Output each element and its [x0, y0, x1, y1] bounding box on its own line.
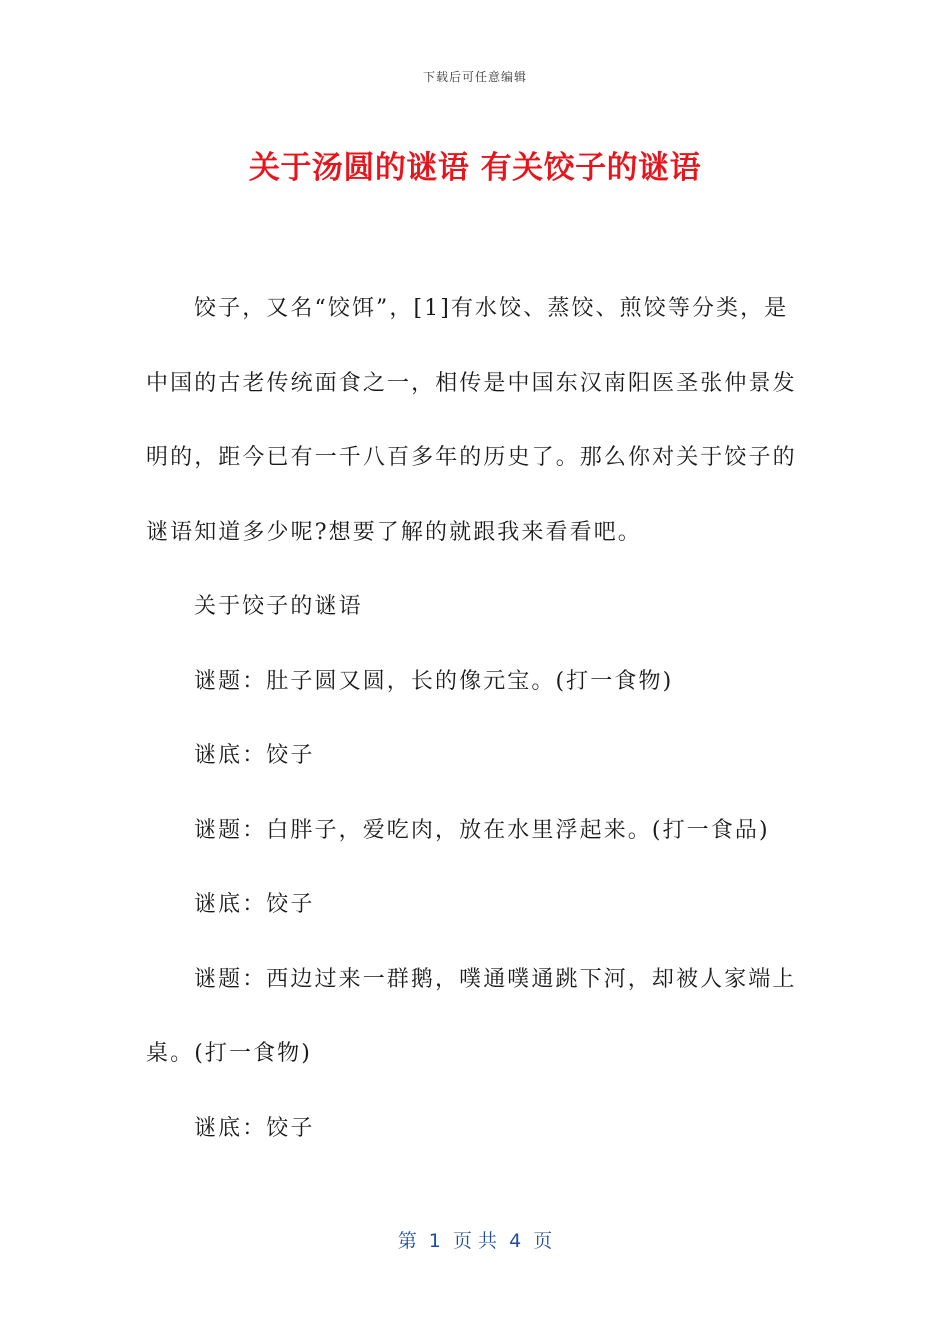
- riddle-question-1: 谜题：肚子圆又圆，长的像元宝。(打一食物): [194, 668, 674, 694]
- riddle-question-3-continued: 桌。(打一食物): [146, 1041, 312, 1066]
- riddle-answer-3: 谜底：饺子: [194, 1115, 315, 1141]
- intro-line-4: 谜语知道多少呢?想要了解的就跟我来看看吧。: [146, 519, 642, 545]
- riddle-answer-1: 谜底：饺子: [194, 743, 315, 768]
- intro-line-3: 明的，距今已有一千八百多年的历史了。那么你对关于饺子的: [146, 445, 797, 470]
- section-heading: 关于饺子的谜语: [194, 594, 363, 619]
- riddle-question-3: 谜题：西边过来一群鹅，噗通噗通跳下河，却被人家端上: [194, 966, 797, 992]
- page-number-footer: 第 1 页 共 4 页: [397, 1230, 553, 1252]
- header-note: 下载后可任意编辑: [422, 70, 527, 84]
- intro-line-1: 饺子，又名“饺饵”，[1]有水饺、蒸饺、煎饺等分类，是: [194, 296, 789, 321]
- riddle-question-2: 谜题：白胖子，爱吃肉，放在水里浮起来。(打一食品): [194, 817, 770, 843]
- document-body: [146, 272, 806, 1166]
- riddle-answer-2: 谜底：饺子: [194, 892, 315, 917]
- intro-line-2: 中国的古老传统面食之一，相传是中国东汉南阳医圣张仲景发: [146, 370, 797, 396]
- document-title: 关于汤圆的谜语 有关饺子的谜语: [248, 150, 702, 186]
